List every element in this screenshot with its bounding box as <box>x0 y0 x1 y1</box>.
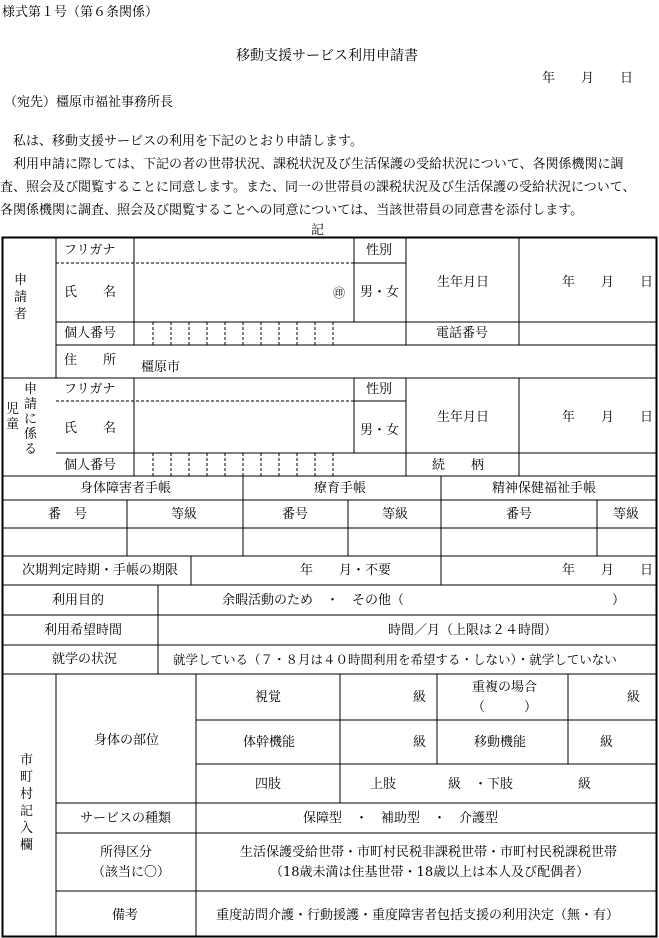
upper-lower-limbs[interactable]: 上肢 級 ・下肢 級 <box>370 777 592 792</box>
hours-value[interactable]: 時間／月（上限は２４時間） <box>388 623 558 638</box>
child-birth-value[interactable]: 年 月 日 <box>562 410 654 425</box>
ki-mark: 記 <box>311 223 325 238</box>
duplicate-grade[interactable]: 級 <box>627 690 641 705</box>
duplicate-paren[interactable]: （ ） <box>472 700 538 715</box>
form-number: 様式第１号（第６条関係） <box>2 5 159 20</box>
intro-line-4: 各関係機関に調査、照会及び閲覧することへの同意については、当該世帯員の同意書を添付します。 <box>0 203 584 218</box>
seal-mark: ㊞ <box>333 286 346 300</box>
mobility-label: 移動機能 <box>474 735 527 750</box>
mental-grade-label: 等級 <box>613 507 640 522</box>
physical-grade-label: 等級 <box>171 507 198 522</box>
child-furigana-label: フリガナ <box>64 382 116 397</box>
child-birth-label: 生年月日 <box>437 410 490 425</box>
child-sex-label: 性別 <box>366 382 393 397</box>
service-type-value[interactable]: 保障型 ・ 補助型 ・ 介護型 <box>303 811 499 826</box>
intro-line-2: 利用申請に際しては、下記の者の世帯状況、課税状況及び生活保護の受給状況について、各関係機関に調 <box>0 157 624 172</box>
child-name-label: 氏 名 <box>64 421 117 436</box>
mental-number-label: 番号 <box>506 507 533 522</box>
child-sex-options[interactable]: 男・女 <box>360 423 400 438</box>
vision-label: 視覚 <box>255 690 282 705</box>
hours-label: 利用希望時間 <box>44 623 123 638</box>
purpose-label: 利用目的 <box>52 593 105 608</box>
remarks-label: 備考 <box>112 908 139 923</box>
income-note: （18歳未満は住基世帯・18歳以上は本人及び配偶者） <box>270 865 590 880</box>
rehab-handbook-label: 療育手帳 <box>314 481 367 496</box>
applicant-address-value[interactable]: 橿原市 <box>141 360 181 375</box>
form-title: 移動支援サービス利用申請書 <box>236 48 418 64</box>
rehab-number-label: 番号 <box>282 507 309 522</box>
intro-line-1: 私は、移動支援サービスの利用を下記のとおり申請します。 <box>0 134 363 149</box>
school-label: 就学の状況 <box>52 652 118 667</box>
income-label: 所得区分 <box>100 845 153 860</box>
vision-grade[interactable]: 級 <box>413 690 427 705</box>
limbs-label: 四肢 <box>255 777 282 792</box>
school-value[interactable]: 就学している（７・８月は４０時間利用を希望する・しない）・就学していない <box>173 652 617 667</box>
rehab-grade-label: 等級 <box>382 507 409 522</box>
duplicate-label: 重複の場合 <box>472 680 538 695</box>
applicant-mynumber-label: 個人番号 <box>64 326 117 341</box>
service-type-label: サービスの種類 <box>80 811 172 826</box>
body-part-label: 身体の部位 <box>94 733 160 748</box>
intro-line-3: 査、照会及び閲覧することに同意します。また、同一の世帯員の課税状況及び生活保護の受給状況について、 <box>0 180 636 195</box>
mental-handbook-label: 精神保健福祉手帳 <box>492 481 597 496</box>
trunk-grade[interactable]: 級 <box>413 735 427 750</box>
applicant-phone-label: 電話番号 <box>436 326 489 341</box>
applicant-birth-value[interactable]: 年 月 日 <box>562 275 654 290</box>
applicant-section-label: 申 請 者 <box>14 273 28 322</box>
addressee: （宛先）橿原市福祉事務所長 <box>4 95 174 110</box>
applicant-sex-label: 性別 <box>366 243 393 258</box>
municipal-section-label: 市 町 村 記 入 欄 <box>20 753 34 853</box>
physical-number-label: 番 号 <box>48 507 88 522</box>
child-section-label: 申 請 に 係 る <box>24 382 38 457</box>
child-relation-label: 続 柄 <box>432 458 485 473</box>
physical-handbook-label: 身体障害者手帳 <box>80 481 172 496</box>
applicant-address-label: 住 所 <box>64 353 117 368</box>
next-assessment-value[interactable]: 年 月・不要 <box>300 563 392 578</box>
applicant-birth-label: 生年月日 <box>437 275 490 290</box>
child-mynumber-label: 個人番号 <box>64 458 117 473</box>
applicant-name-label: 氏 名 <box>64 285 117 300</box>
income-options[interactable]: 生活保護受給世帯・市町村民税非課税世帯・市町村民税課税世帯 <box>240 845 618 860</box>
applicant-furigana-label: フリガナ <box>64 243 116 258</box>
income-sublabel: （該当に〇） <box>92 865 171 880</box>
remarks-value[interactable]: 重度訪問介護・行動援護・重度障害者包括支援の利用決定（無・有） <box>216 908 620 923</box>
application-date[interactable]: 年 月 日 <box>542 71 634 86</box>
next-assessment-label: 次期判定時期・手帳の期限 <box>22 563 179 578</box>
next-assessment-date[interactable]: 年 月 日 <box>562 563 654 578</box>
child-section-sublabel: 児 童 <box>6 402 20 432</box>
applicant-sex-options[interactable]: 男・女 <box>360 285 400 300</box>
mobility-grade[interactable]: 級 <box>600 735 614 750</box>
purpose-value[interactable]: 余暇活動のため ・ その他（ ） <box>222 593 626 608</box>
trunk-label: 体幹機能 <box>243 735 296 750</box>
